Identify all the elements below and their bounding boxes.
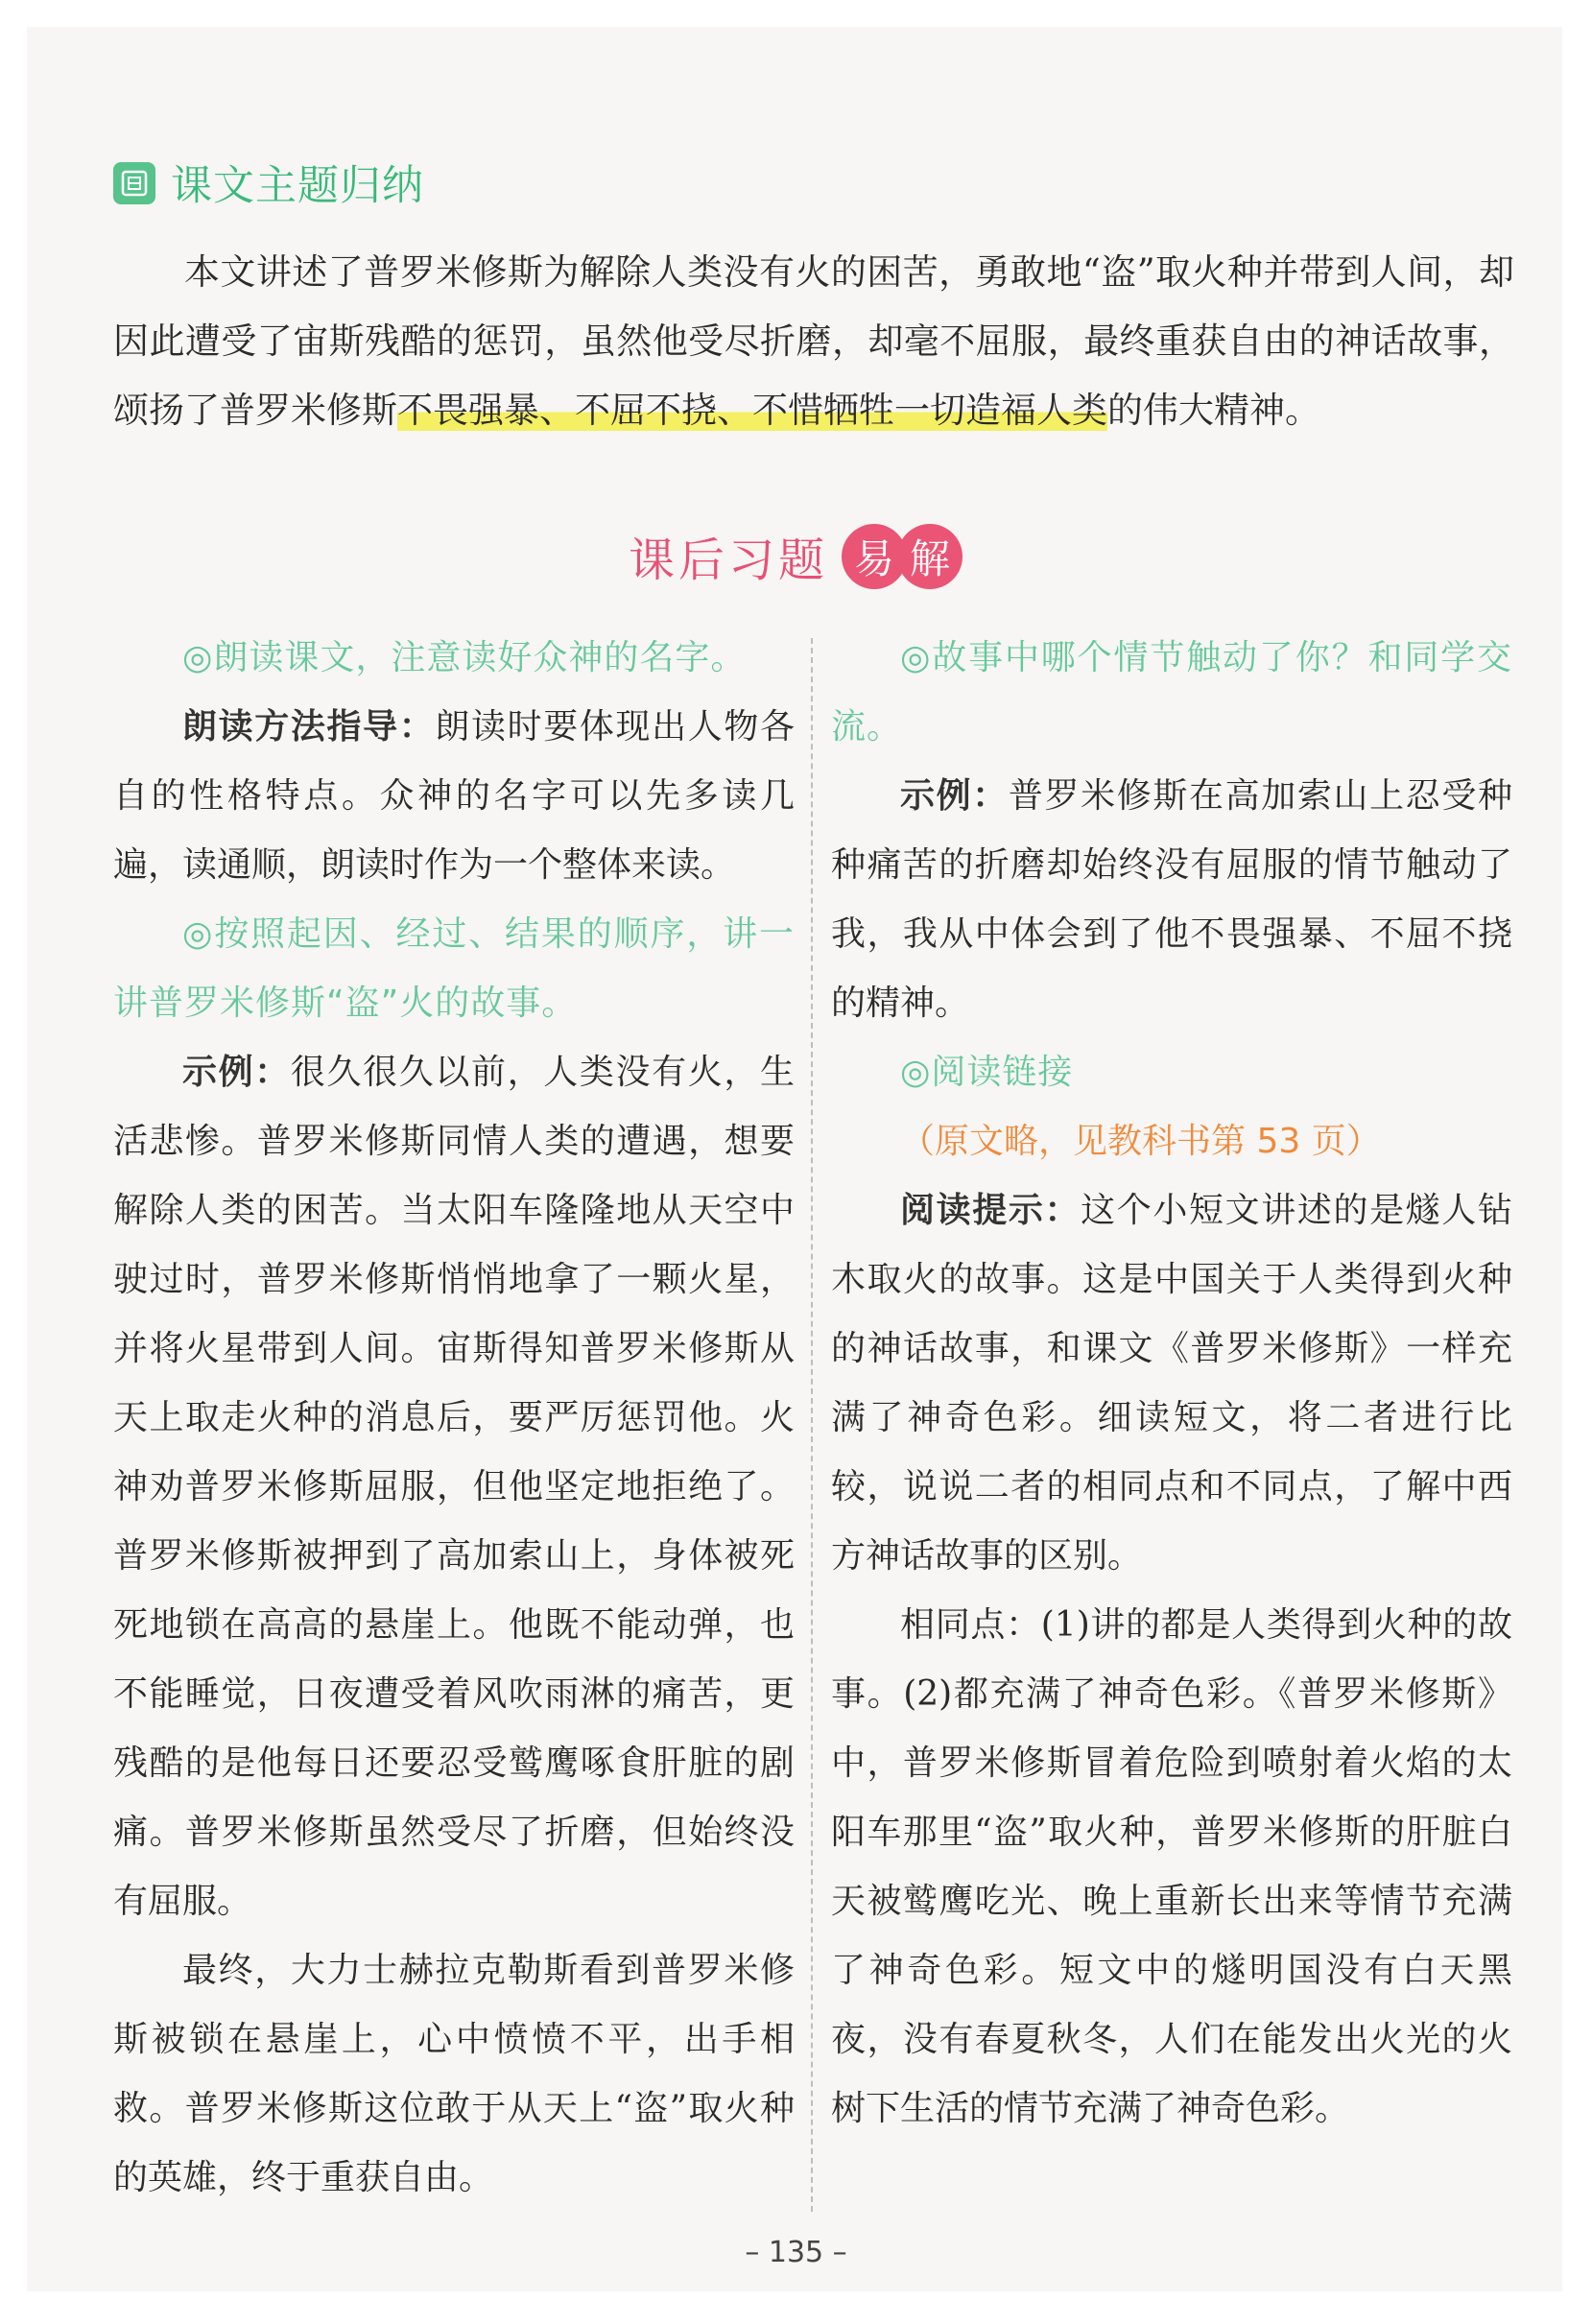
reading-hint-label: 阅读提示：: [900, 1191, 1081, 1230]
question-1: ◎朗读课文，注意读好众神的名字。: [182, 638, 747, 677]
theme-paragraph: [113, 238, 1514, 445]
question-2: ◎按照起因、经过、结果的顺序，讲一讲普罗米修斯“盗”火的故事。: [113, 914, 795, 1023]
badge-solve: 解: [897, 524, 962, 589]
question-4: ◎阅读链接: [900, 1053, 1074, 1092]
badge-easy: 易: [842, 524, 907, 589]
book-icon: [113, 162, 155, 204]
reading-hint: [831, 1176, 1512, 1591]
question-3: ◎故事中哪个情节触动了你？和同学交流。: [831, 638, 1512, 747]
answer-3: [831, 762, 1512, 1038]
reading-hint-text: 这个小短文讲述的是燧人钻木取火的故事。这是中国关于人类得到火种的神话故事，和课文《普罗米修斯》一样充满了神奇色彩。细读短文，将二者进行比较，说说二者的相同点和不同点，了解中西方神话故事的区别。: [831, 1191, 1512, 1576]
source-note: （原文略，见教科书第 53 页）: [900, 1122, 1381, 1161]
exercises-title: 课后习题: [629, 534, 829, 587]
answer-2-label: 示例：: [182, 1053, 291, 1092]
answer-1-label: 朗读方法指导：: [182, 707, 436, 747]
answer-1-text: 朗读时要体现出人物各自的性格特点。众神的名字可以先多读几遍，读通顺，朗读时作为一个整体来读。: [113, 707, 795, 885]
answer-3-label: 示例：: [900, 776, 1009, 816]
answer-2-continued: 最终，大力士赫拉克勒斯看到普罗米修斯被锁在悬崖上，心中愤愤不平，出手相救。普罗米修斯这位敢于从天上“盗”取火种的英雄，终于重获自由。: [113, 1951, 795, 2197]
theme-text-end: 的伟大精神。: [1107, 390, 1320, 431]
column-divider: [811, 638, 813, 2212]
exercises-banner: [629, 523, 962, 589]
answer-3-text: 普罗米修斯在高加索山上忍受种种痛苦的折磨却始终没有屈服的情节触动了我，我从中体会到了他不畏强暴、不屈不挠的精神。: [831, 776, 1512, 1023]
answer-2-text: 很久很久以前，人类没有火，生活悲惨。普罗米修斯同情人类的遭遇，想要解除人类的困苦。当太阳车隆隆地从天空中驶过时，普罗米修斯悄悄地拿了一颗火星，并将火星带到人间。宙斯得知普罗米修斯从天上取走火种的消息后，要严厉惩罚他。火神劝普罗米修斯屈服，但他坚定地拒绝了。普罗米修斯被押到了高加索山上，身体被死死地锁在高高的悬崖上。他既不能动弹，也不能睡觉，日夜遭受着风吹雨淋的痛苦，更残酷的是他每日还要忍受鹫鹰啄食肝脏的剧痛。普罗米修斯虽然受尽了折磨，但始终没有屈服。: [113, 1053, 795, 1921]
answer-1: [113, 693, 795, 900]
theme-section-header: [113, 154, 424, 212]
theme-highlight: 不畏强暴、不屈不挠、不惜牺牲一切造福人类: [397, 390, 1107, 431]
similarities: 相同点：(1)讲的都是人类得到火种的故事。(2)都充满了神奇色彩。《普罗米修斯》中，普罗米修斯冒着危险到喷射着火焰的太阳车那里“盗”取火种，普罗米修斯的肝脏白天被鹫鹰吃光、晚上重新长出来等情节充满了神奇色彩。短文中的燧明国没有白天黑夜，没有春夏秋冬，人们在能发出火光的火树下生活的情节充满了神奇色彩。: [831, 1605, 1512, 2128]
theme-text: 本文讲述了普罗米修斯为解除人类没有火的困苦，勇敢地“盗”取火种并带到人间，却因此遭受了宙斯残酷的惩罚，虽然他受尽折磨，却毫不屈服，最终重获自由的神话故事，颂扬了普罗米修斯: [113, 251, 1514, 431]
theme-section-title: 课文主题归纳: [171, 162, 424, 210]
right-column: [831, 624, 1512, 2144]
page-number: – 135 –: [745, 2236, 847, 2269]
answer-2: [113, 1038, 795, 1936]
left-column: [113, 624, 795, 2213]
